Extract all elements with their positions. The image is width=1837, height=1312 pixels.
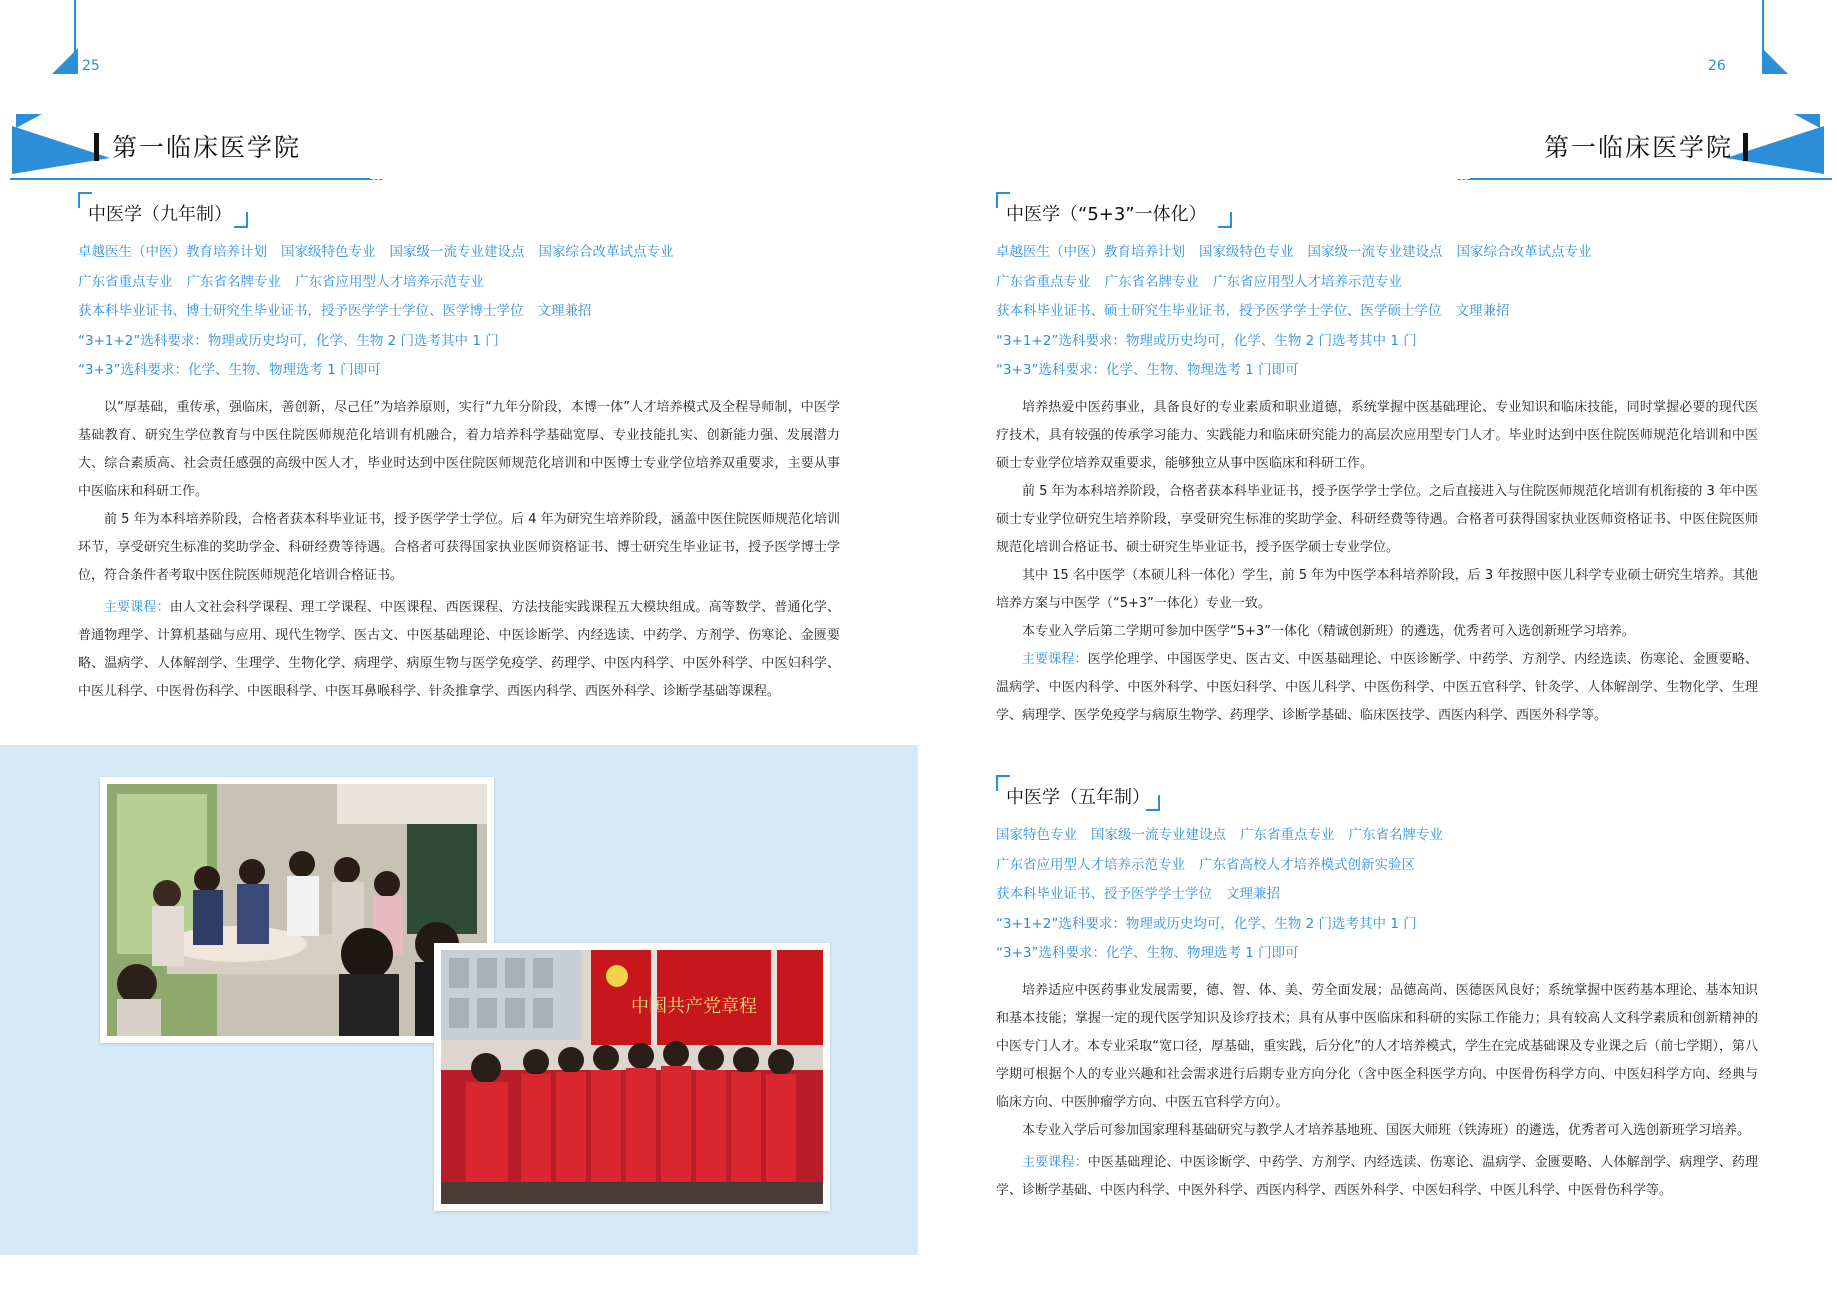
photo-banner-text: 中国共产党章程 — [631, 996, 757, 1017]
tag-line — [996, 851, 1758, 881]
body-paragraph: 本专业入学后第二学期可参加中医学“5+3”一体化（精诚创新班）的遴选，优秀者可入选创新班学习培养。 — [1022, 623, 1635, 639]
section-title-box — [996, 775, 1758, 821]
header-rule — [1470, 178, 1832, 180]
tag-item: 广东省名牌专业 — [1348, 827, 1443, 843]
tag-item: 获本科毕业证书、授予医学学士学位 — [996, 886, 1212, 902]
tag-item: 文理兼招 — [1226, 886, 1280, 902]
tag-item: “3+1+2”选科要求：物理或历史均可，化学、生物 2 门选考其中 1 门 — [996, 915, 1417, 932]
section-title: 中医学（“5+3”一体化） — [1006, 204, 1207, 225]
tag-item: “3+3”选科要求：化学、生物、物理选考 1 门即可 — [996, 945, 1299, 961]
body-paragraphs — [996, 394, 1758, 646]
section-nine-year — [78, 192, 840, 706]
body-paragraph: 其中 15 名中医学（本硕儿科一体化）学生，前 5 年为中医学本科培养阶段，后 3 年按照中医儿科学专业硕士研究生培养。其他培养方案与中医学（“5+3”一体化）专业一致。 — [996, 567, 1758, 611]
tag-item: 广东省高校人才培养模式创新实验区 — [1199, 856, 1415, 873]
photo-panel — [0, 745, 918, 1255]
body-paragraph: 以“厚基础，重传承，强临床，善创新，尽己任”为培养原则，实行“九年分阶段，本博一体”人才培养模式及全程导师制，中医学基础教育、研究生学位教育与中医住院医师规范化培训有机融合，着力培养科学基础宽厚、专业技能扎实、创新能力强、发展潜力大、综合素质高、社会责任感强的高级中医人才，毕业时达到中医住院医师规范化培训和中医博士专业学位培养双重要求，主要从事中医临床和科研工作。 — [78, 399, 840, 499]
section-title-box — [996, 192, 1758, 238]
tag-item: 卓越医生（中医）教育培养计划 — [78, 244, 267, 260]
header-rule-tail — [370, 179, 382, 181]
tag-line — [996, 939, 1758, 969]
courses-label: 主要课程： — [1022, 1154, 1088, 1170]
tag-line — [78, 268, 840, 298]
tag-line — [996, 356, 1758, 386]
tag-item: “3+3”选科要求：化学、生物、物理选考 1 门即可 — [996, 362, 1299, 378]
section-title-box — [78, 192, 840, 238]
tag-lines — [996, 821, 1758, 969]
section-five-year — [996, 775, 1758, 1205]
classroom-photo-icon — [107, 784, 487, 1036]
left-page — [0, 0, 918, 1312]
title-bracket-close — [1146, 795, 1160, 811]
photo-choir-image — [441, 950, 823, 1204]
tag-item: 卓越医生（中医）教育培养计划 — [996, 244, 1185, 260]
tag-item: 国家级特色专业 — [1199, 244, 1294, 260]
courses-paragraph — [996, 1149, 1758, 1205]
tag-item: 国家级一流专业建设点 — [1091, 827, 1226, 843]
tag-line — [996, 238, 1758, 268]
tag-line — [996, 821, 1758, 851]
courses-label: 主要课程： — [1022, 651, 1088, 667]
page-corner-triangle-icon — [1762, 48, 1788, 74]
header-title-bar — [1743, 133, 1748, 161]
tag-item: 获本科毕业证书、硕士研究生毕业证书，授予医学学士学位、医学硕士学位 — [996, 303, 1442, 319]
body-paragraphs — [78, 394, 840, 590]
tag-lines — [996, 238, 1758, 386]
tag-line — [78, 297, 840, 327]
tag-item: 获本科毕业证书、博士研究生毕业证书，授予医学学士学位、医学博士学位 — [78, 303, 524, 319]
tag-item: 广东省重点专业 — [1240, 827, 1335, 843]
header-title-bar — [94, 133, 99, 161]
courses-label: 主要课程： — [104, 599, 170, 615]
tag-item: 国家综合改革试点专业 — [1456, 244, 1592, 260]
tag-line — [78, 238, 840, 268]
body-paragraph: 培养适应中医药事业发展需要，德、智、体、美、劳全面发展；品德高尚、医德医风良好；系统掌握中医药基本理论、基本知识和基本技能；掌握一定的现代医学知识及诊疗技术；具有从事中医临床和科研的实际工作能力；具有较高人文科学素质和创新精神的中医专门人才。本专业采取“宽口径，厚基础，重实践，后分化”的人才培养模式，学生在完成基础课及专业课之后（前七学期），第八学期可根据个人的专业兴趣和社会需求进行后期专业方向分化（含中医全科医学方向、中医骨伤科学方向、中医妇科学方向、经典与临床方向、中医肿瘤学方向、中医五官科学方向）。 — [996, 982, 1758, 1110]
header-arrow-icon — [1718, 110, 1828, 180]
body-paragraph: 本专业入学后可参加国家理科基础研究与教学人才培养基地班、国医大师班（铁涛班）的遴选，优秀者可入选创新班学习培养。 — [1022, 1122, 1751, 1138]
tag-item: 广东省重点专业 — [996, 273, 1091, 290]
tag-item: 广东省重点专业 — [78, 273, 173, 290]
courses-text: 医学伦理学、中国医学史、医古文、中医基础理论、中医诊断学、中药学、方剂学、内经选读、伤寒论、金匮要略、温病学、中医内科学、中医外科学、中医妇科学、中医儿科学、中医伤科学、中医五官科学、针灸学、人体解剖学、生物化学、生理学、病理学、医学免疫学与病原生物学、药理学、诊断学基础、临床医技学、西医内科学、西医外科学等。 — [996, 651, 1758, 723]
courses-text: 中医基础理论、中医诊断学、中药学、方剂学、内经选读、伤寒论、温病学、金匮要略、人体解剖学、病理学、药理学、诊断学基础、中医内科学、中医外科学、西医内科学、西医外科学、中医妇科学、中医儿科学、中医骨伤科学等。 — [996, 1154, 1758, 1198]
tag-item: “3+1+2”选科要求：物理或历史均可，化学、生物 2 门选考其中 1 门 — [78, 332, 499, 349]
header-title: 第一临床医学院 — [1544, 133, 1734, 162]
tag-line — [996, 910, 1758, 940]
page-number: 26 — [1708, 58, 1726, 74]
tag-line — [996, 327, 1758, 357]
section-title: 中医学（五年制） — [1006, 787, 1150, 808]
header-rule-tail — [1458, 179, 1470, 181]
tag-item: 国家级一流专业建设点 — [1307, 244, 1443, 260]
header-title: 第一临床医学院 — [112, 133, 302, 162]
tag-item: 广东省应用型人才培养示范专业 — [1213, 273, 1402, 290]
title-bracket-close — [234, 212, 248, 228]
tag-line — [996, 268, 1758, 298]
tag-item: 文理兼招 — [537, 303, 592, 319]
title-bracket-close — [1218, 212, 1232, 228]
photo-classroom-image — [107, 784, 487, 1036]
tag-line — [78, 327, 840, 357]
tag-line — [996, 297, 1758, 327]
tag-item: 国家级一流专业建设点 — [389, 244, 525, 260]
tag-item: 广东省名牌专业 — [186, 273, 281, 290]
photo-choir — [434, 943, 830, 1211]
tag-item: 国家综合改革试点专业 — [538, 244, 674, 260]
body-paragraph: 培养热爱中医药事业，具备良好的专业素质和职业道德，系统掌握中医基础理论、专业知识和临床技能，同时掌握必要的现代医疗技术，具有较强的传承学习能力、实践能力和临床研究能力的高层次应用型专门人才。毕业时达到中医住院医师规范化培训和中医硕士专业学位培养双重要求，能够独立从事中医临床和科研工作。 — [996, 399, 1758, 471]
tag-item: 国家特色专业 — [996, 827, 1077, 843]
body-paragraph: 前 5 年为本科培养阶段，合格者获本科毕业证书，授予医学学士学位。之后直接进入与住院医师规范化培训有机衔接的 3 年中医硕士专业学位研究生培养阶段，享受研究生标准的奖助学金、科研经费等待遇。合格者可获得国家执业医师资格证书、中医住院医师规范化培训合格证书、硕士研究生毕业证书，授予医学硕士专业学位。 — [996, 483, 1758, 555]
courses-text: 由人文社会科学课程、理工学课程、中医课程、西医课程、方法技能实践课程五大模块组成。高等数学、普通化学、普通物理学、计算机基础与应用、现代生物学、医古文、中医基础理论、中医诊断学、内经选读、中药学、方剂学、伤寒论、金匮要略、温病学、人体解剖学、生理学、生物化学、病理学、病原生物与医学免疫学、药理学、中医内科学、中医外科学、中医妇科学、中医儿科学、中医骨伤科学、中医眼科学、中医耳鼻喉科学、针灸推拿学、西医内科学、西医外科学、诊断学基础等课程。 — [78, 599, 840, 699]
header-arrow-icon — [8, 110, 118, 180]
tag-line — [996, 880, 1758, 910]
section-5plus3 — [996, 192, 1758, 730]
choir-photo-icon — [441, 950, 823, 1204]
tag-item: 文理兼招 — [1455, 303, 1510, 319]
courses-paragraph — [78, 594, 840, 706]
body-paragraphs — [996, 977, 1758, 1145]
page-corner-triangle-icon — [52, 48, 78, 74]
page-number: 25 — [82, 58, 100, 74]
body-paragraph: 前 5 年为本科培养阶段，合格者获本科毕业证书，授予医学学士学位。后 4 年为研究生培养阶段，涵盖中医住院医师规范化培训环节，享受研究生标准的奖助学金、科研经费等待遇。合格者可获得国家执业医师资格证书、博士研究生毕业证书，授予医学博士学位，符合条件者考取中医住院医师规范化培训合格证书。 — [78, 511, 840, 583]
section-title: 中医学（九年制） — [88, 204, 232, 225]
tag-item: 广东省应用型人才培养示范专业 — [996, 856, 1185, 873]
courses-paragraph — [996, 646, 1758, 730]
tag-item: 广东省应用型人才培养示范专业 — [295, 273, 484, 290]
right-page — [918, 0, 1837, 1312]
tag-item: “3+3”选科要求：化学、生物、物理选考 1 门即可 — [78, 362, 381, 378]
tag-item: “3+1+2”选科要求：物理或历史均可，化学、生物 2 门选考其中 1 门 — [996, 332, 1417, 349]
tag-item: 广东省名牌专业 — [1104, 273, 1199, 290]
tag-lines — [78, 238, 840, 386]
tag-line — [78, 356, 840, 386]
header-rule — [10, 178, 370, 180]
tag-item: 国家级特色专业 — [281, 244, 376, 260]
